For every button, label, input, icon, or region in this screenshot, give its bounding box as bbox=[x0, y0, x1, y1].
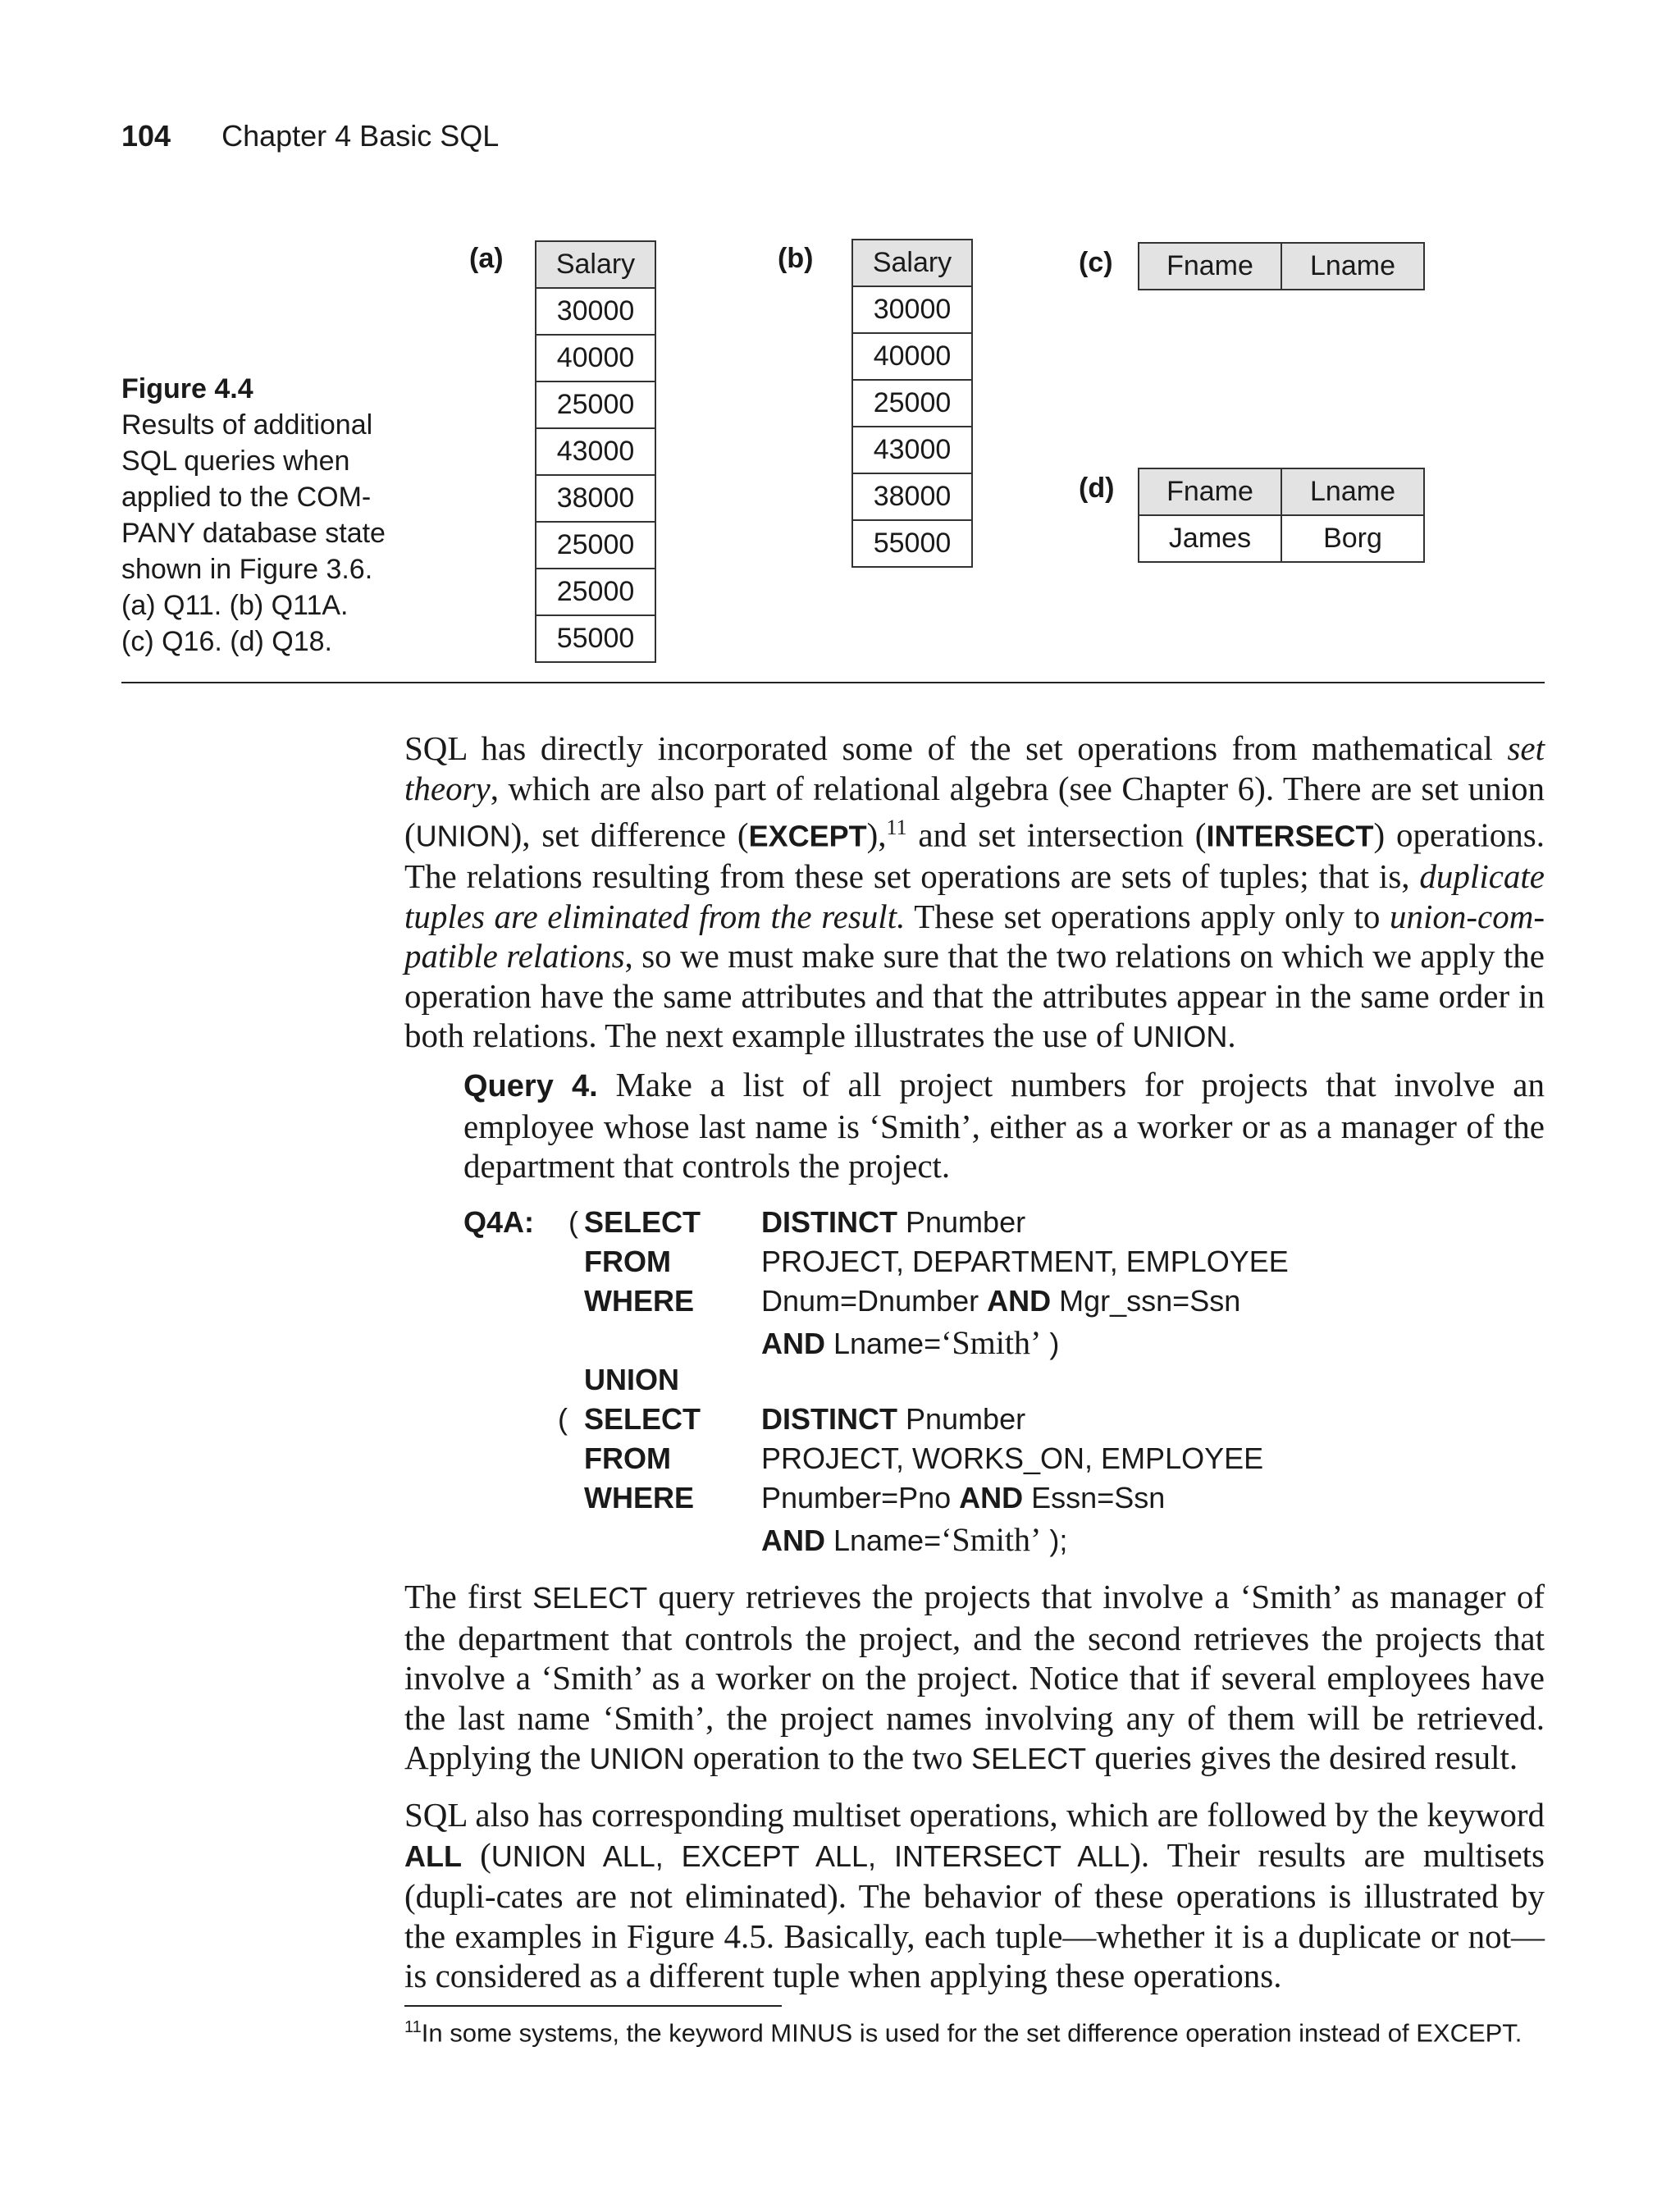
sql-keyword-where-1 bbox=[584, 1284, 694, 1318]
kw: AND bbox=[987, 1284, 1052, 1318]
kw: FROM bbox=[584, 1441, 671, 1475]
panel-b-label: (b) bbox=[778, 243, 814, 274]
sql-where-1 bbox=[761, 1284, 1240, 1318]
text-run: and set intersection ( bbox=[906, 815, 1207, 854]
table-a-cell: 25000 bbox=[536, 381, 655, 428]
text-run: The first bbox=[404, 1578, 533, 1615]
text-run: ). Their results are multisets (dupli-cates are not eliminated). The behavior of these operations is illustrated by the examples in Figure 4.5. Basically, each tuple—whether it is a duplicate or not—is considered as a different tuple when applying these operations. bbox=[404, 1835, 1545, 1994]
sql-text: Essn=Ssn bbox=[1023, 1481, 1166, 1514]
sql-text: ); bbox=[1041, 1524, 1068, 1557]
sql-text: ) bbox=[1041, 1327, 1060, 1360]
table-a-cell: 25000 bbox=[536, 522, 655, 569]
caption-line: (c) Q16. (d) Q18. bbox=[121, 626, 332, 657]
caption-line: Results of additional bbox=[121, 409, 373, 441]
keyword: UNION bbox=[415, 819, 511, 853]
sql-where-2-cont bbox=[761, 1520, 1067, 1559]
sql-text: Dnum=Dnumber bbox=[761, 1284, 988, 1318]
text-run: ), set difference ( bbox=[510, 815, 749, 854]
query-text: Make a list of all project numbers for projects that involve an employee whose last name is ‘Smith’, either as a worker or as a manager of the department that controls the project. bbox=[463, 1066, 1545, 1185]
table-a-cell: 40000 bbox=[536, 335, 655, 381]
caption-line: applied to the COM- bbox=[121, 482, 372, 513]
sql-label bbox=[463, 1205, 534, 1240]
table-c bbox=[1138, 242, 1425, 290]
sql-where-2 bbox=[761, 1481, 1165, 1515]
table-d-header: Fname bbox=[1139, 468, 1281, 515]
keyword: UNION bbox=[1132, 1020, 1228, 1054]
sql-from-list-1: PROJECT, DEPARTMENT, EMPLOYEE bbox=[761, 1245, 1289, 1278]
kw: AND bbox=[761, 1327, 825, 1360]
emphasis: union-com-patible relations bbox=[404, 897, 1545, 975]
query-4 bbox=[463, 1065, 1545, 1186]
keyword: UNION bbox=[589, 1742, 685, 1775]
sql-text: Lname= bbox=[825, 1524, 942, 1557]
panel-a-label: (a) bbox=[469, 243, 504, 274]
footnote bbox=[404, 2018, 1522, 2048]
sql-paren-open-1: ( bbox=[568, 1205, 578, 1239]
sql-literal: ‘Smith’ bbox=[941, 1324, 1042, 1361]
kw: SELECT bbox=[584, 1402, 701, 1436]
table-b bbox=[851, 239, 973, 568]
text-run: SQL also has corresponding multiset operations, which are followed by the keyword bbox=[404, 1796, 1545, 1834]
sql-label-text: Q4A: bbox=[463, 1205, 535, 1239]
text-run: SQL has directly incorporated some of the set operations from mathematical bbox=[404, 729, 1508, 767]
emphasis: duplicate tuples are eliminated from the result. bbox=[404, 857, 1545, 935]
sql-from-list-2: PROJECT, WORKS_ON, EMPLOYEE bbox=[761, 1441, 1264, 1475]
text-run: ( bbox=[461, 1835, 491, 1874]
keyword: SELECT bbox=[971, 1742, 1087, 1775]
table-c-header: Fname bbox=[1139, 243, 1281, 290]
kw: WHERE bbox=[584, 1481, 694, 1514]
text-run: . bbox=[1227, 1016, 1236, 1055]
table-c-header: Lname bbox=[1281, 243, 1424, 290]
text-run: , so we must make sure that the two relations on which we apply the operation have the same attributes and that the attributes appear in the same order in both relations. The next example illustrates the use of bbox=[404, 937, 1545, 1055]
footnote-divider bbox=[404, 2005, 782, 2007]
page-number: 104 bbox=[121, 119, 171, 153]
sql-keyword-union bbox=[584, 1363, 679, 1397]
text-run: , which are also part of relational algebra (see Chapter 6). There are set union ( bbox=[404, 769, 1545, 854]
sql-select-list-1 bbox=[761, 1205, 1025, 1240]
kw: WHERE bbox=[584, 1284, 694, 1318]
keyword: EXCEPT bbox=[748, 819, 867, 853]
footnote-text: In some systems, the keyword MINUS is used for the set difference operation instead of EXCEPT. bbox=[421, 2018, 1522, 2048]
table-d-cell: Borg bbox=[1281, 515, 1424, 562]
sql-text: Pnumber bbox=[897, 1205, 1026, 1239]
table-a-cell: 38000 bbox=[536, 475, 655, 522]
sql-text: Pnumber=Pno bbox=[761, 1481, 960, 1514]
figure-title: Figure 4.4 bbox=[121, 373, 253, 404]
sql-text: Pnumber bbox=[897, 1402, 1026, 1436]
paragraph-union-explanation bbox=[404, 1577, 1545, 1779]
kw: FROM bbox=[584, 1245, 671, 1278]
table-b-cell: 55000 bbox=[852, 520, 972, 567]
keyword: INTERSECT bbox=[1206, 819, 1374, 853]
keyword: SELECT bbox=[532, 1581, 648, 1615]
figure-divider bbox=[121, 682, 1545, 683]
table-a-cell: 25000 bbox=[536, 569, 655, 615]
table-b-header: Salary bbox=[852, 240, 972, 286]
figure-caption bbox=[121, 371, 400, 660]
running-header bbox=[121, 119, 499, 153]
kw: SELECT bbox=[584, 1205, 701, 1239]
sql-text: Lname= bbox=[825, 1327, 942, 1360]
sql-paren-open-2: ( bbox=[558, 1402, 568, 1436]
kw: DISTINCT bbox=[761, 1205, 897, 1239]
sql-where-1-cont bbox=[761, 1323, 1059, 1362]
kw: AND bbox=[761, 1524, 825, 1557]
table-b-cell: 30000 bbox=[852, 286, 972, 333]
caption-line: PANY database state bbox=[121, 518, 386, 549]
text-run: query retrieves the projects that involve a ‘Smith’ as manager of the department that controls the project, and the second retrieves the projects that involve a ‘Smith’ as a worker on the project. Notice that if several employees have the last name ‘Smith’, the project names involving any of them will be retrieved. Applying the bbox=[404, 1578, 1545, 1776]
kw: AND bbox=[959, 1481, 1024, 1514]
table-b-cell: 25000 bbox=[852, 380, 972, 427]
sql-keyword-where-2 bbox=[584, 1481, 694, 1515]
table-b-cell: 38000 bbox=[852, 473, 972, 520]
emphasis: set theory bbox=[404, 729, 1545, 807]
text-run: ) operations. The relations resulting from these set operations are sets of tuples; that is, bbox=[404, 815, 1545, 896]
query-label: Query 4. bbox=[463, 1069, 598, 1103]
table-a-cell: 30000 bbox=[536, 288, 655, 335]
text-run: These set operations apply only to bbox=[905, 897, 1390, 935]
text-run: ), bbox=[866, 815, 887, 854]
keyword: UNION ALL, EXCEPT ALL, INTERSECT ALL bbox=[491, 1839, 1130, 1873]
sql-keyword-select-1 bbox=[584, 1205, 701, 1240]
footnote-mark: 11 bbox=[404, 2018, 422, 2036]
caption-line: shown in Figure 3.6. bbox=[121, 554, 373, 585]
table-d-header: Lname bbox=[1281, 468, 1424, 515]
kw: DISTINCT bbox=[761, 1402, 897, 1436]
table-a bbox=[535, 240, 656, 663]
paragraph-set-operations bbox=[404, 729, 1545, 1058]
table-d bbox=[1138, 468, 1425, 563]
paragraph-multiset bbox=[404, 1795, 1545, 1996]
panel-c-label: (c) bbox=[1079, 247, 1113, 278]
table-d-cell: James bbox=[1139, 515, 1281, 562]
sql-keyword-from-2 bbox=[584, 1441, 671, 1476]
caption-line: SQL queries when bbox=[121, 445, 350, 477]
table-a-cell: 55000 bbox=[536, 615, 655, 662]
text-run: queries gives the desired result. bbox=[1086, 1738, 1518, 1776]
sql-literal: ‘Smith’ bbox=[941, 1521, 1042, 1558]
table-a-cell: 43000 bbox=[536, 428, 655, 475]
text-run: operation to the two bbox=[684, 1738, 972, 1776]
panel-d-label: (d) bbox=[1079, 473, 1115, 504]
table-b-cell: 43000 bbox=[852, 427, 972, 473]
sql-keyword-from-1 bbox=[584, 1245, 671, 1279]
chapter-title: Chapter 4 Basic SQL bbox=[221, 119, 500, 153]
caption-line: (a) Q11. (b) Q11A. bbox=[121, 590, 349, 621]
kw: UNION bbox=[584, 1363, 679, 1396]
sql-keyword-select-2 bbox=[584, 1402, 701, 1437]
footnote-ref: 11 bbox=[886, 815, 907, 839]
table-a-header: Salary bbox=[536, 241, 655, 288]
keyword: ALL bbox=[404, 1839, 462, 1873]
table-b-cell: 40000 bbox=[852, 333, 972, 380]
sql-text: Mgr_ssn=Ssn bbox=[1051, 1284, 1241, 1318]
sql-select-list-2 bbox=[761, 1402, 1025, 1437]
